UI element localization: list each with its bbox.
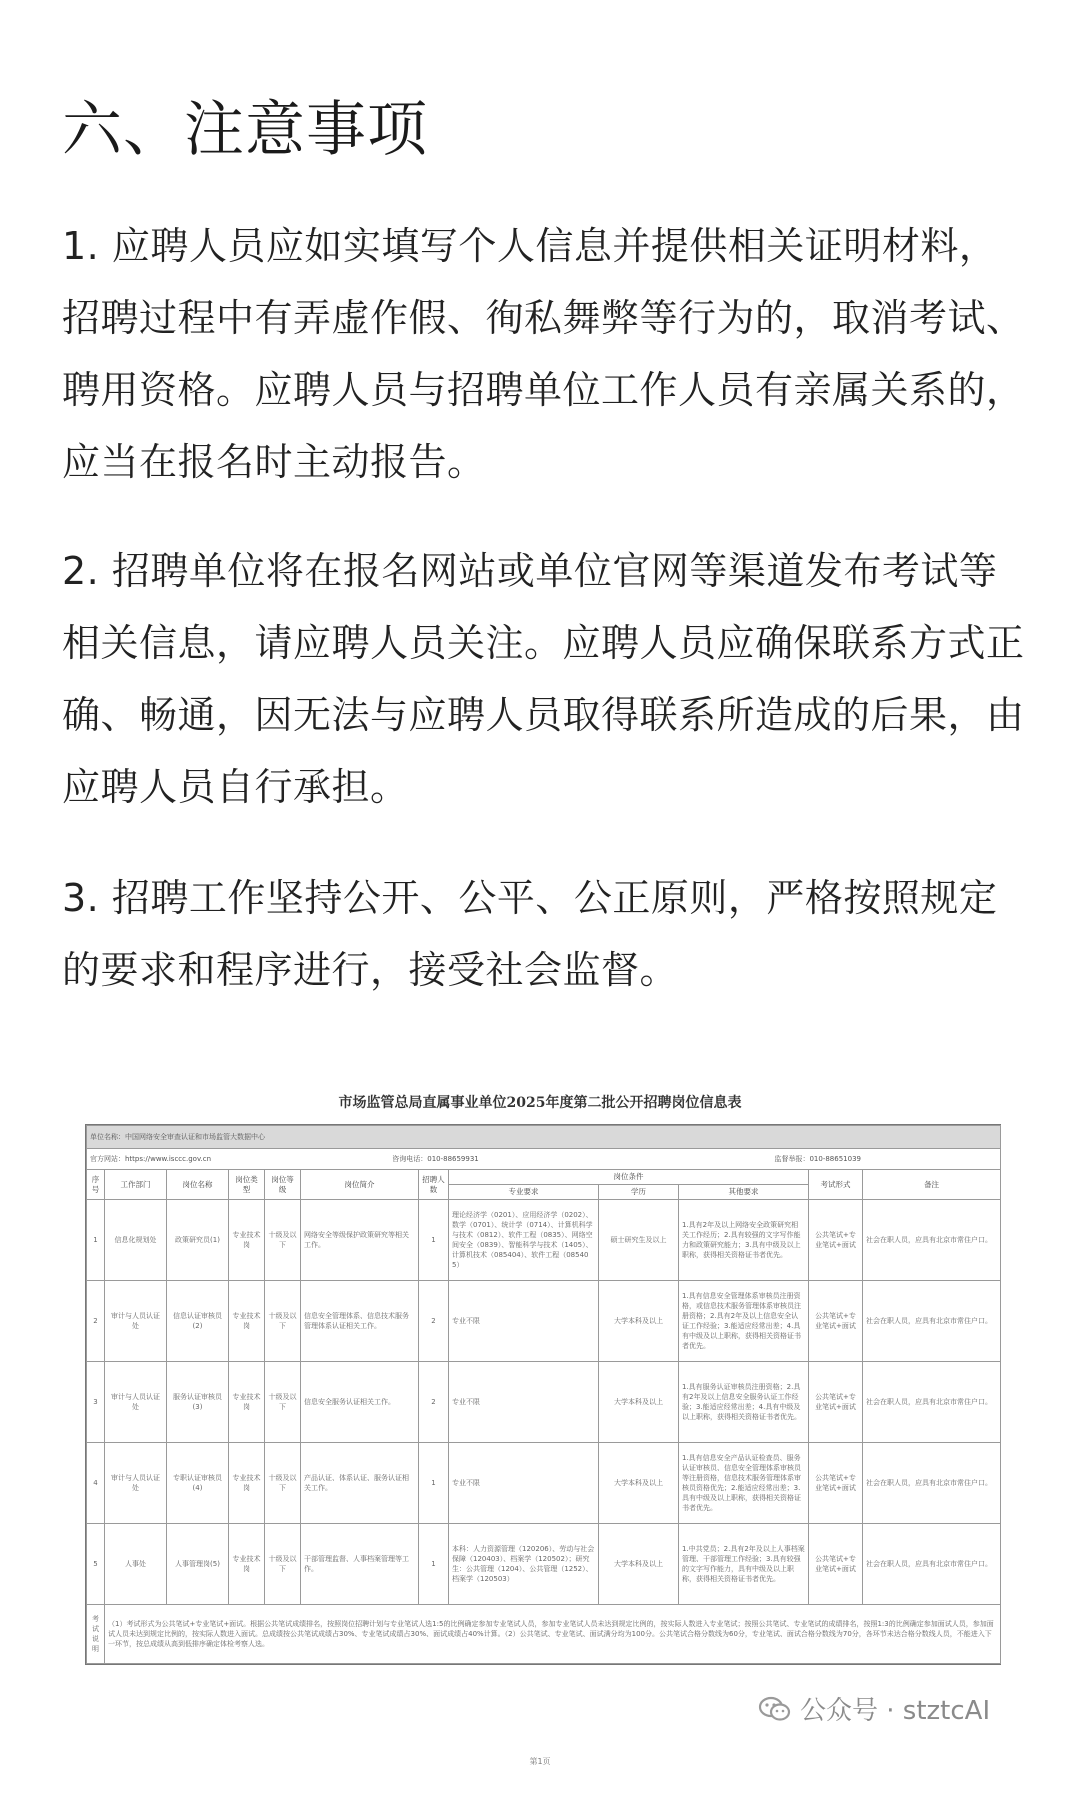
cell-type: 专业技术岗 [229,1443,265,1524]
page-heading: 六、注意事项 [62,95,428,165]
cell-edu: 大学本科及以上 [599,1443,679,1524]
cell-dept: 审计与人员认证处 [105,1443,167,1524]
job-info-table [86,1125,1001,1664]
cell-other: 1.中共党员；2.具有2年及以上人事档案管理、干部管理工作经验；3.具有较强的文字写作能力，具有中级及以上职称，获得相关资格证书者优先。 [679,1524,809,1605]
cell-intro: 信息安全管理体系、信息技术服务管理体系认证相关工作。 [301,1281,419,1362]
header-type: 岗位类型 [229,1170,265,1200]
table-row [87,1281,1001,1362]
cell-intro: 信息安全服务认证相关工作。 [301,1362,419,1443]
cell-type: 专业技术岗 [229,1200,265,1281]
cell-exam: 公共笔试+专业笔试+面试 [809,1200,863,1281]
consult-phone: 咨询电话：010-88659931 [392,1155,479,1163]
report-phone: 监督举报：010-88651039 [774,1155,861,1163]
cell-major: 专业不限 [449,1281,599,1362]
cell-count: 1 [419,1200,449,1281]
cell-post: 专职认证审核员(4) [167,1443,229,1524]
cell-edu: 大学本科及以上 [599,1524,679,1605]
cell-level: 十级及以下 [265,1443,301,1524]
notes-text: （1）考试形式为公共笔试+专业笔试+面试。根据公共笔试成绩排名，按照岗位招聘计划与专业笔试人选1:5的比例确定参加专业笔试人员，参加专业笔试人员未达到规定比例的，按实际人数进入专业笔试；按照公共笔试、专业笔试的成绩排名，按照1:3的比例确定参加面试人员，参加面试人员未达到规定比例的，按实际人数进入面试。总成绩按公共笔试成绩占30%、专业笔试成绩占30%、面试成绩占40%计算。（2）公共笔试、专业笔试、面试满分均为100分。公共笔试合格分数线为60分，专业笔试、面试合格分数线为70分，各环节未达合格分数线人员，不能进入下一环节，按总成绩从高到低排序确定体检考察人选。 [105,1605,1001,1664]
cell-level: 十级及以下 [265,1524,301,1605]
unit-row [87,1126,1001,1149]
cell-edu: 大学本科及以上 [599,1281,679,1362]
cell-edu: 硕士研究生及以上 [599,1200,679,1281]
cell-dept: 信息化规划处 [105,1200,167,1281]
cell-post: 服务认证审核员(3) [167,1362,229,1443]
cell-level: 十级及以下 [265,1362,301,1443]
cell-seq: 4 [87,1443,105,1524]
header-row [87,1170,1001,1185]
header-edu: 学历 [599,1185,679,1200]
header-level: 岗位等级 [265,1170,301,1200]
cell-major: 专业不限 [449,1443,599,1524]
cell-other: 1.具有信息安全产品认证检查员、服务认证审核员、信息安全管理体系审核员等注册资格，信息技术服务管理体系审核员资格优先；2.能适应经常出差；3.具有中级及以上职称，获得相关资格证书者优先。 [679,1443,809,1524]
cell-post: 人事管理岗(5) [167,1524,229,1605]
cell-dept: 审计与人员认证处 [105,1281,167,1362]
cell-exam: 公共笔试+专业笔试+面试 [809,1281,863,1362]
cell-seq: 5 [87,1524,105,1605]
notes-label: 考试说明 [87,1605,105,1664]
cell-post: 信息认证审核员(2) [167,1281,229,1362]
table-row [87,1200,1001,1281]
cell-edu: 大学本科及以上 [599,1362,679,1443]
brand-label: 公众号 · stztcAI [800,1696,991,1726]
cell-count: 2 [419,1281,449,1362]
cell-intro: 网络安全等级保护政策研究等相关工作。 [301,1200,419,1281]
wechat-icon [758,1696,792,1722]
cell-type: 专业技术岗 [229,1362,265,1443]
cell-other: 1.具有2年及以上网络安全政策研究相关工作经历；2.具有较强的文字写作能力和政策研究能力；3.具有中级及以上职称，获得相关资格证书者优先。 [679,1200,809,1281]
unit-name: 单位名称：中国网络安全审查认证和市场监管大数据中心 [87,1126,1001,1149]
notice-paragraph-2: 2. 招聘单位将在报名网站或单位官网等渠道发布考试等相关信息，请应聘人员关注。应聘人员应确保联系方式正确、畅通，因无法与应聘人员取得联系所造成的后果，由应聘人员自行承担。 [62,549,1025,809]
job-info-table-image [85,1124,1001,1665]
notice-paragraph-3: 3. 招聘工作坚持公开、公平、公正原则，严格按照规定的要求和程序进行，接受社会监督。 [62,876,998,992]
wechat-brand [758,1690,990,1727]
cell-type: 专业技术岗 [229,1281,265,1362]
header-intro: 岗位简介 [301,1170,419,1200]
cell-seq: 1 [87,1200,105,1281]
cell-seq: 2 [87,1281,105,1362]
header-other: 其他要求 [679,1185,809,1200]
contact-row [87,1149,1001,1170]
header-post: 岗位名称 [167,1170,229,1200]
table-row [87,1362,1001,1443]
cell-intro: 产品认证、体系认证、服务认证相关工作。 [301,1443,419,1524]
cell-count: 2 [419,1362,449,1443]
table-row [87,1524,1001,1605]
notes-row [87,1605,1001,1664]
header-seq: 序号 [87,1170,105,1200]
cell-dept: 人事处 [105,1524,167,1605]
cell-type: 专业技术岗 [229,1524,265,1605]
cell-remark: 社会在职人员，应具有北京市常住户口。 [863,1443,1001,1524]
notice-paragraph-1: 1. 应聘人员应如实填写个人信息并提供相关证明材料，招聘过程中有弄虚作假、徇私舞弊等行为的，取消考试、聘用资格。应聘人员与招聘单位工作人员有亲属关系的，应当在报名时主动报告。 [62,224,1025,484]
official-website: 官方网站：https://www.isccc.gov.cn [90,1155,212,1163]
header-dept: 工作部门 [105,1170,167,1200]
cell-post: 政策研究员(1) [167,1200,229,1281]
cell-major: 理论经济学（0201）、应用经济学（0202）、数学（0701）、统计学（0714）、计算机科学与技术（0812）、软件工程（0835）、网络空间安全（0839）、智能科学与技术（1405）、计算机技术（085404）、软件工程（085405） [449,1200,599,1281]
cell-major: 本科：人力资源管理（120206）、劳动与社会保障（120403）、档案学（120502）；研究生：公共管理（1204）、公共管理（1252）、档案学（120503） [449,1524,599,1605]
cell-exam: 公共笔试+专业笔试+面试 [809,1443,863,1524]
cell-count: 1 [419,1524,449,1605]
cell-remark: 社会在职人员，应具有北京市常住户口。 [863,1524,1001,1605]
cell-major: 专业不限 [449,1362,599,1443]
cell-remark: 社会在职人员，应具有北京市常住户口。 [863,1362,1001,1443]
cell-count: 1 [419,1443,449,1524]
table-row [87,1443,1001,1524]
cell-seq: 3 [87,1362,105,1443]
cell-level: 十级及以下 [265,1281,301,1362]
cell-other: 1.具有服务认证审核员注册资格；2.具有2年及以上信息安全服务认证工作经验；3.能适应经常出差；4.具有中级及以上职称，获得相关资格证书者优先。 [679,1362,809,1443]
header-conditions: 岗位条件 [449,1170,809,1185]
header-major: 专业要求 [449,1185,599,1200]
page-number: 第1页 [529,1757,551,1766]
cell-exam: 公共笔试+专业笔试+面试 [809,1362,863,1443]
cell-remark: 社会在职人员，应具有北京市常住户口。 [863,1200,1001,1281]
cell-other: 1.具有信息安全管理体系审核员注册资格，或信息技术服务管理体系审核员注册资格；2.具有2年及以上信息安全认证工作经验；3.能适应经常出差；4.具有中级及以上职称，获得相关资格证书者优先。 [679,1281,809,1362]
job-table-title: 市场监管总局直属事业单位2025年度第二批公开招聘岗位信息表 [338,1095,742,1111]
cell-level: 十级及以下 [265,1200,301,1281]
header-remark: 备注 [863,1170,1001,1200]
cell-dept: 审计与人员认证处 [105,1362,167,1443]
cell-exam: 公共笔试+专业笔试+面试 [809,1524,863,1605]
header-exam: 考试形式 [809,1170,863,1200]
cell-remark: 社会在职人员，应具有北京市常住户口。 [863,1281,1001,1362]
cell-intro: 干部管理监督、人事档案管理等工作。 [301,1524,419,1605]
header-count: 招聘人数 [419,1170,449,1200]
